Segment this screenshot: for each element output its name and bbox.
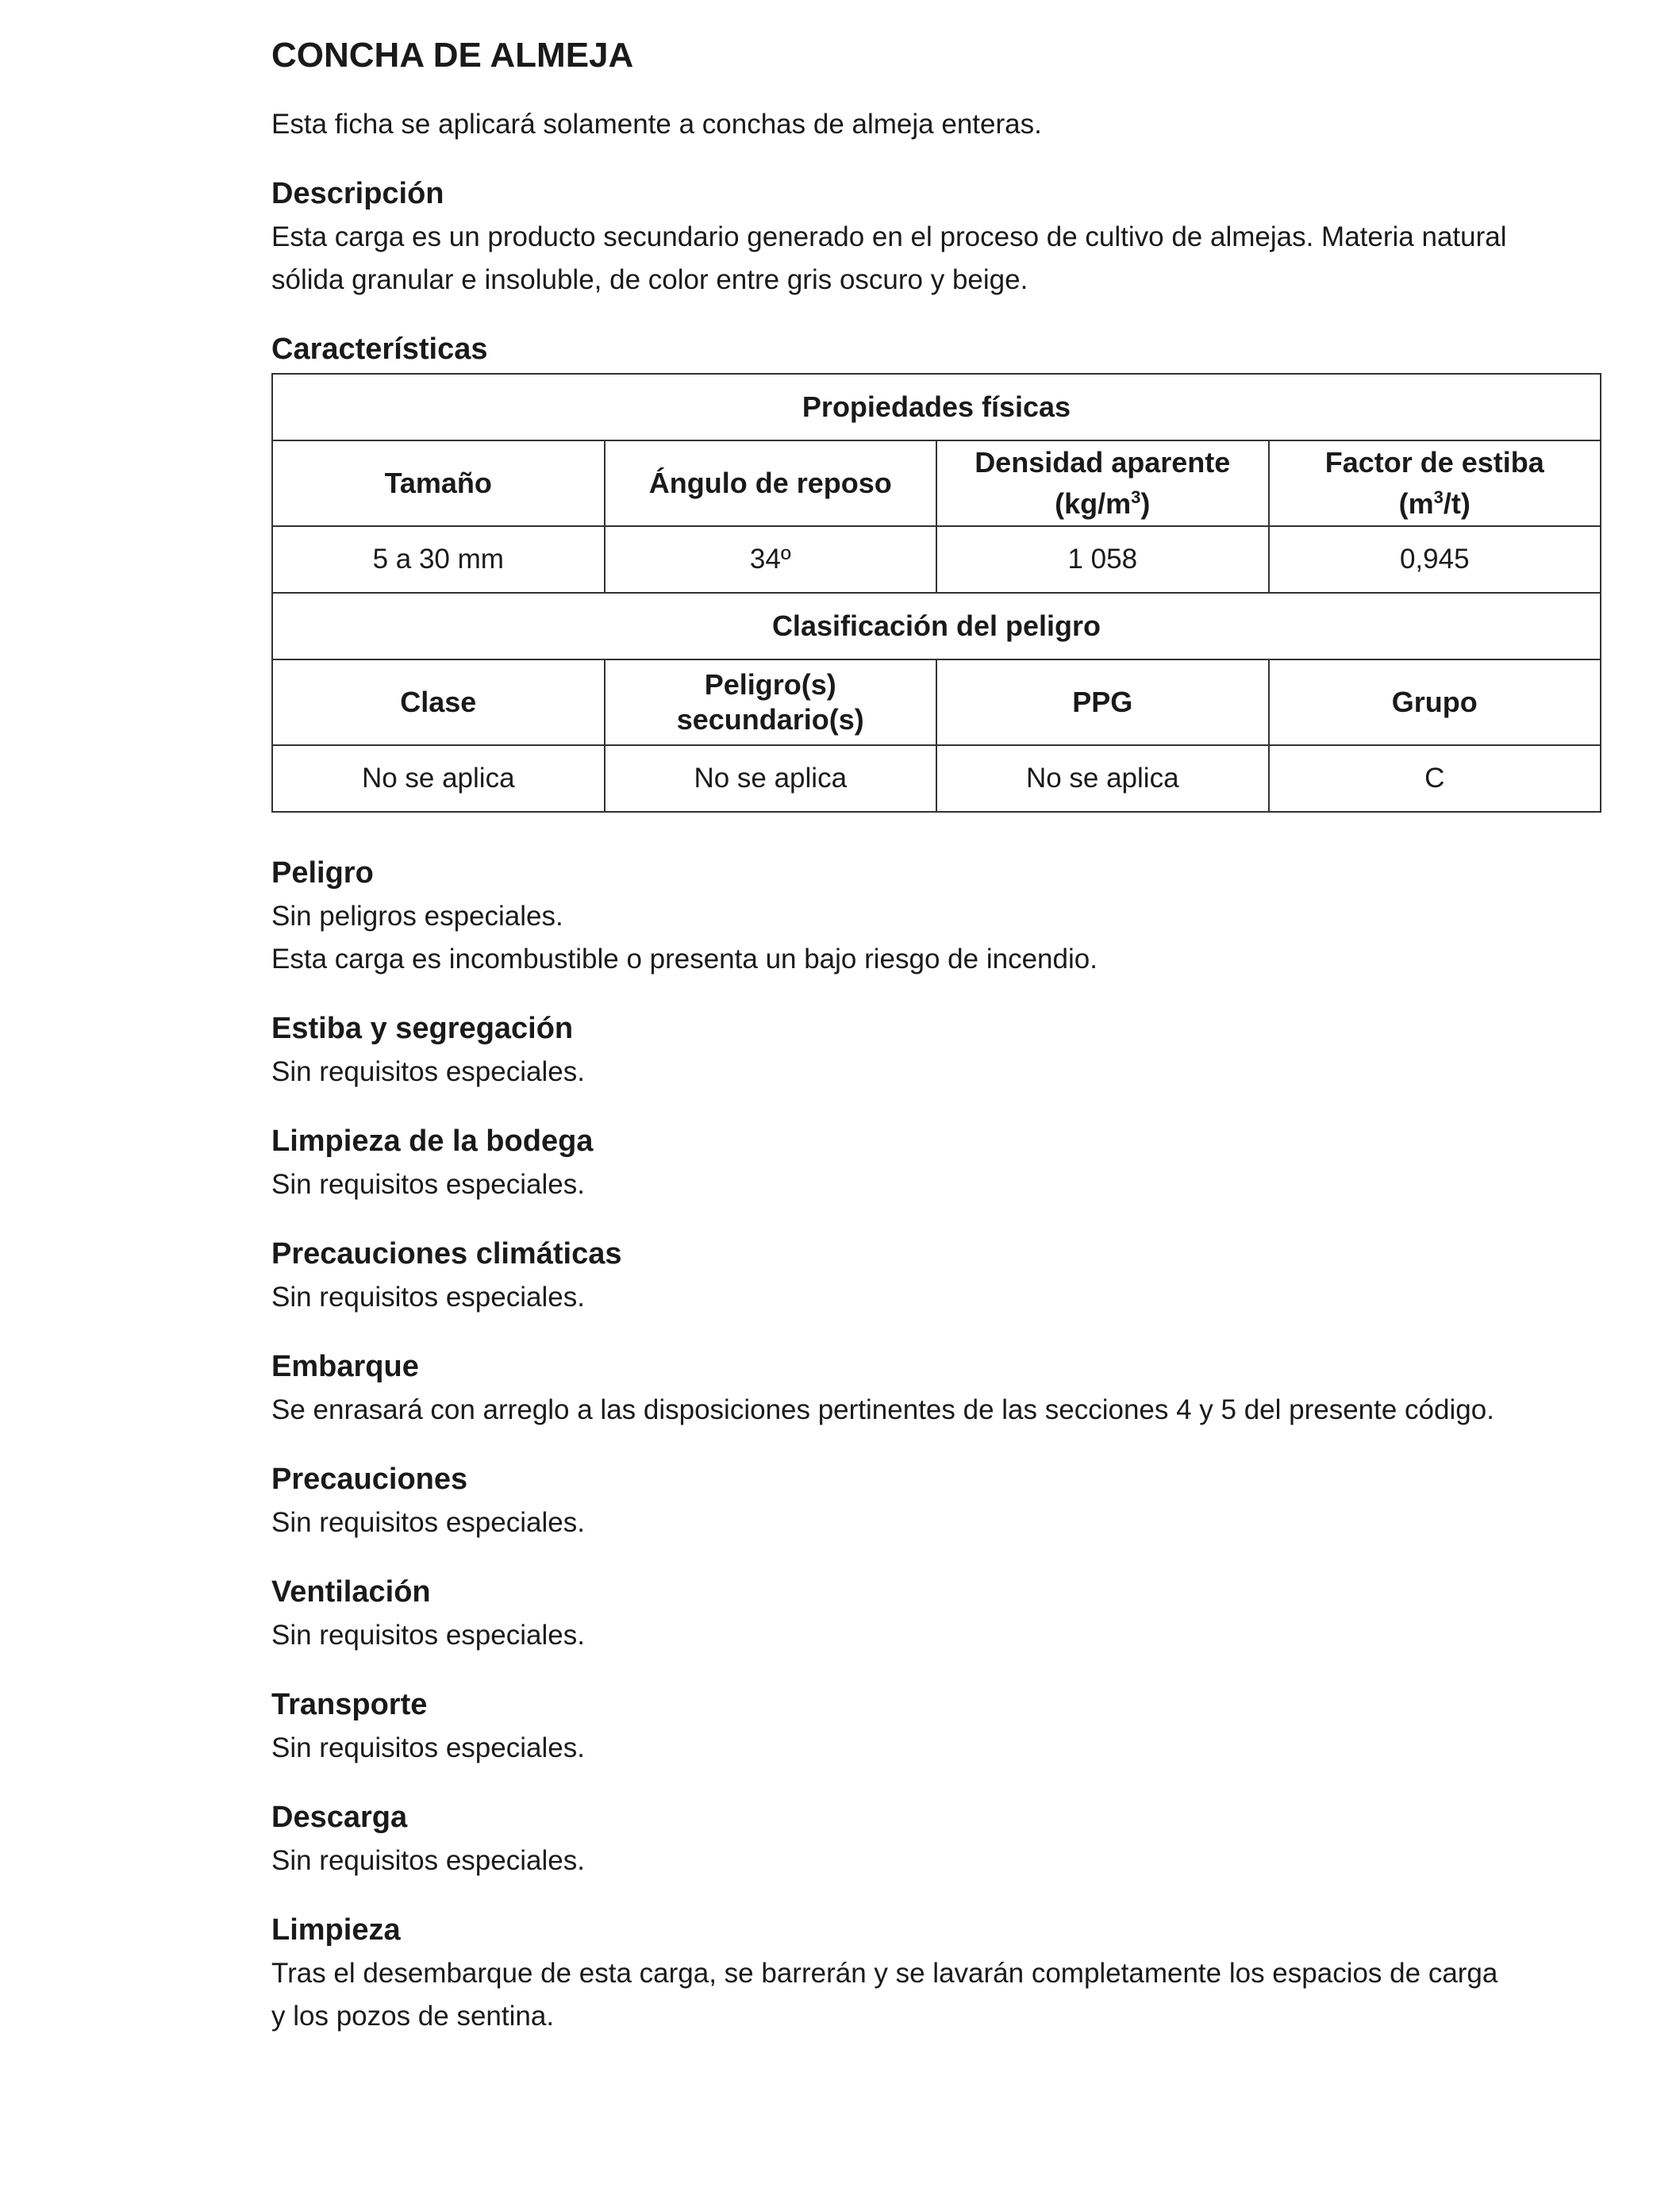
- document-title: CONCHA DE ALMEJA: [271, 36, 634, 75]
- section: [271, 1570, 1601, 1657]
- section-text: Esta carga es incombustible o presenta un bajo riesgo de incendio.: [271, 944, 1098, 975]
- section: [271, 1344, 1601, 1432]
- header-size: Tamaño: [272, 440, 605, 526]
- section: [271, 851, 1601, 981]
- section: [271, 1119, 1601, 1206]
- section-text: Sin requisitos especiales.: [271, 1845, 585, 1876]
- section-text: Sin requisitos especiales.: [271, 1056, 585, 1087]
- section-heading: Precauciones climáticas: [271, 1237, 622, 1271]
- section: [271, 1457, 1601, 1544]
- section-heading: Precauciones: [271, 1463, 468, 1496]
- unit-superscript: 3: [1131, 487, 1141, 507]
- section: [271, 1795, 1601, 1882]
- characteristics-table: [271, 373, 1601, 813]
- header-secondary-line2: secundario(s): [676, 703, 864, 736]
- section-heading: Ventilación: [271, 1575, 431, 1609]
- section-descripcion: [271, 171, 1601, 302]
- section: [271, 1908, 1601, 2038]
- section-heading: Estiba y segregación: [271, 1012, 574, 1045]
- value-angle: 34º: [605, 526, 937, 593]
- section-heading: Peligro: [271, 856, 374, 890]
- section-heading: Limpieza de la bodega: [271, 1125, 594, 1158]
- section-text: Sin requisitos especiales.: [271, 1169, 585, 1200]
- section-text: y los pozos de sentina.: [271, 2001, 555, 2032]
- section: [271, 1006, 1601, 1094]
- section-heading: Descarga: [271, 1801, 408, 1834]
- section-heading: Transporte: [271, 1688, 428, 1721]
- header-density-label: Densidad aparente: [975, 446, 1231, 479]
- value-stowage-factor: 0,945: [1269, 526, 1601, 593]
- header-density-unit: (kg/m: [1055, 487, 1132, 520]
- value-class: No se aplica: [272, 745, 605, 812]
- section-text: sólida granular e insoluble, de color entre gris oscuro y beige.: [271, 264, 1028, 295]
- section-heading: Limpieza: [271, 1913, 401, 1947]
- section: [271, 1232, 1601, 1319]
- hazard-classification-title: Clasificación del peligro: [272, 593, 1601, 659]
- section-text: Tras el desembarque de esta carga, se barrerán y se lavarán completamente los espacios de carga: [271, 1958, 1498, 1989]
- header-group: Grupo: [1269, 659, 1601, 745]
- document-page: [271, 32, 1601, 2038]
- section-text: Sin peligros especiales.: [271, 901, 563, 932]
- header-class: Clase: [272, 659, 605, 745]
- header-secondary-hazards: [605, 659, 937, 745]
- header-stowage-unit-tail: /t): [1443, 487, 1470, 520]
- section-text: Sin requisitos especiales.: [271, 1620, 585, 1651]
- header-density: [936, 440, 1269, 526]
- section-caracteristicas: [271, 327, 1601, 813]
- section: [271, 1682, 1601, 1770]
- value-secondary-hazards: No se aplica: [605, 745, 937, 812]
- unit-superscript: 3: [1433, 487, 1444, 507]
- header-angle: Ángulo de reposo: [605, 440, 937, 526]
- section-text: Se enrasará con arreglo a las disposiciones pertinentes de las secciones 4 y 5 del presente código.: [271, 1394, 1494, 1425]
- section-text: Esta carga es un producto secundario generado en el proceso de cultivo de almejas. Materia natural: [271, 221, 1507, 252]
- intro-text: Esta ficha se aplicará solamente a conchas de almeja enteras.: [271, 109, 1042, 140]
- physical-properties-title: Propiedades físicas: [272, 374, 1601, 440]
- value-ppg: No se aplica: [936, 745, 1269, 812]
- header-stowage-unit: (m: [1398, 487, 1434, 520]
- section-text: Sin requisitos especiales.: [271, 1732, 585, 1763]
- value-density: 1 058: [936, 526, 1269, 593]
- header-density-unit-tail: ): [1140, 487, 1151, 520]
- section-heading: Características: [271, 333, 488, 366]
- section-heading: Descripción: [271, 177, 444, 210]
- section-text: Sin requisitos especiales.: [271, 1282, 585, 1313]
- header-stowage-label: Factor de estiba: [1324, 446, 1544, 479]
- header-secondary-line1: Peligro(s): [704, 668, 836, 701]
- header-ppg: PPG: [936, 659, 1269, 745]
- sections-list: [271, 851, 1601, 2038]
- header-stowage-factor: [1269, 440, 1601, 526]
- section-heading: Embarque: [271, 1350, 419, 1383]
- section-text: Sin requisitos especiales.: [271, 1507, 585, 1538]
- value-group: C: [1269, 745, 1601, 812]
- value-size: 5 a 30 mm: [272, 526, 605, 593]
